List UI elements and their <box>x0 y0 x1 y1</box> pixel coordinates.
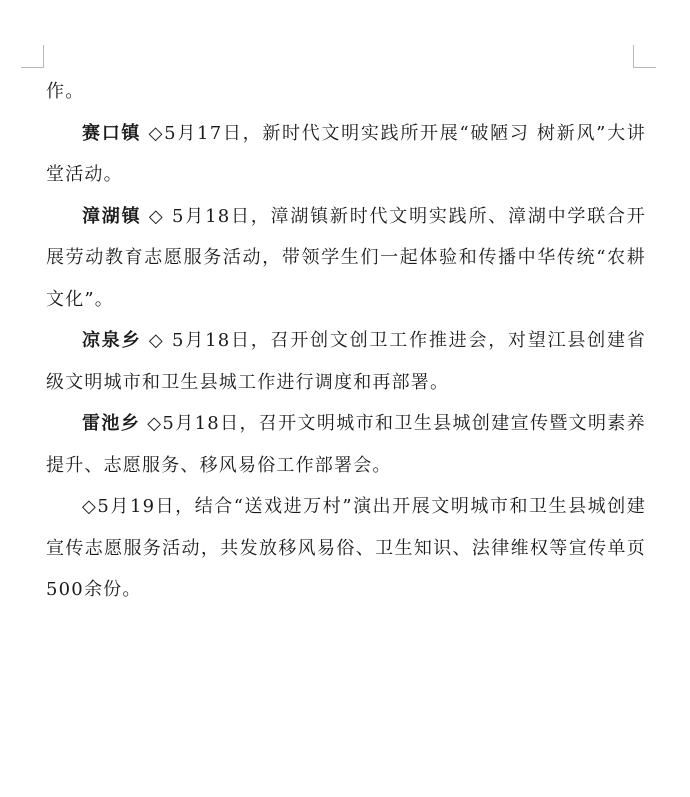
place-name: 漳湖镇 <box>82 205 142 227</box>
entry-text: ◇5月19日，结合“送戏进万村”演出开展文明城市和卫生县城创建宣传志愿服务活动，共发放移风易俗、卫生知识、法律维权等宣传单页500余份。 <box>46 496 646 600</box>
place-name: 赛口镇 <box>82 122 142 144</box>
entry-paragraph-liangquan <box>46 320 646 403</box>
continuation-paragraph: 作。 <box>46 81 85 102</box>
entry-text: ◇5月18日，召开文明城市和卫生县城创建宣传暨文明素养提升、志愿服务、移风易俗工作部署会。 <box>46 413 646 476</box>
place-name: 雷池乡 <box>82 413 141 434</box>
entry-paragraph-saikou <box>46 113 646 196</box>
page-corner-mark-top-right <box>633 45 656 68</box>
entry-paragraph-leichi-followup <box>46 486 646 611</box>
entry-text: ◇ 5月18日，召开创文创卫工作推进会，对望江县创建省级文明城市和卫生县城工作进行调度和再部署。 <box>46 330 646 393</box>
entry-paragraph-leichi <box>46 403 646 486</box>
page-corner-mark-top-left <box>21 45 44 68</box>
document-body <box>46 71 646 611</box>
entry-text: ◇ 5月18日，漳湖镇新时代文明实践所、漳湖中学联合开展劳动教育志愿服务活动，带领学生们一起体验和传播中华传统“农耕文化”。 <box>46 205 646 310</box>
place-name: 凉泉乡 <box>82 330 142 351</box>
entry-text: ◇5月17日，新时代文明实践所开展“破陋习 树新风”大讲堂活动。 <box>46 122 646 185</box>
entry-paragraph-zhanghu <box>46 196 646 321</box>
